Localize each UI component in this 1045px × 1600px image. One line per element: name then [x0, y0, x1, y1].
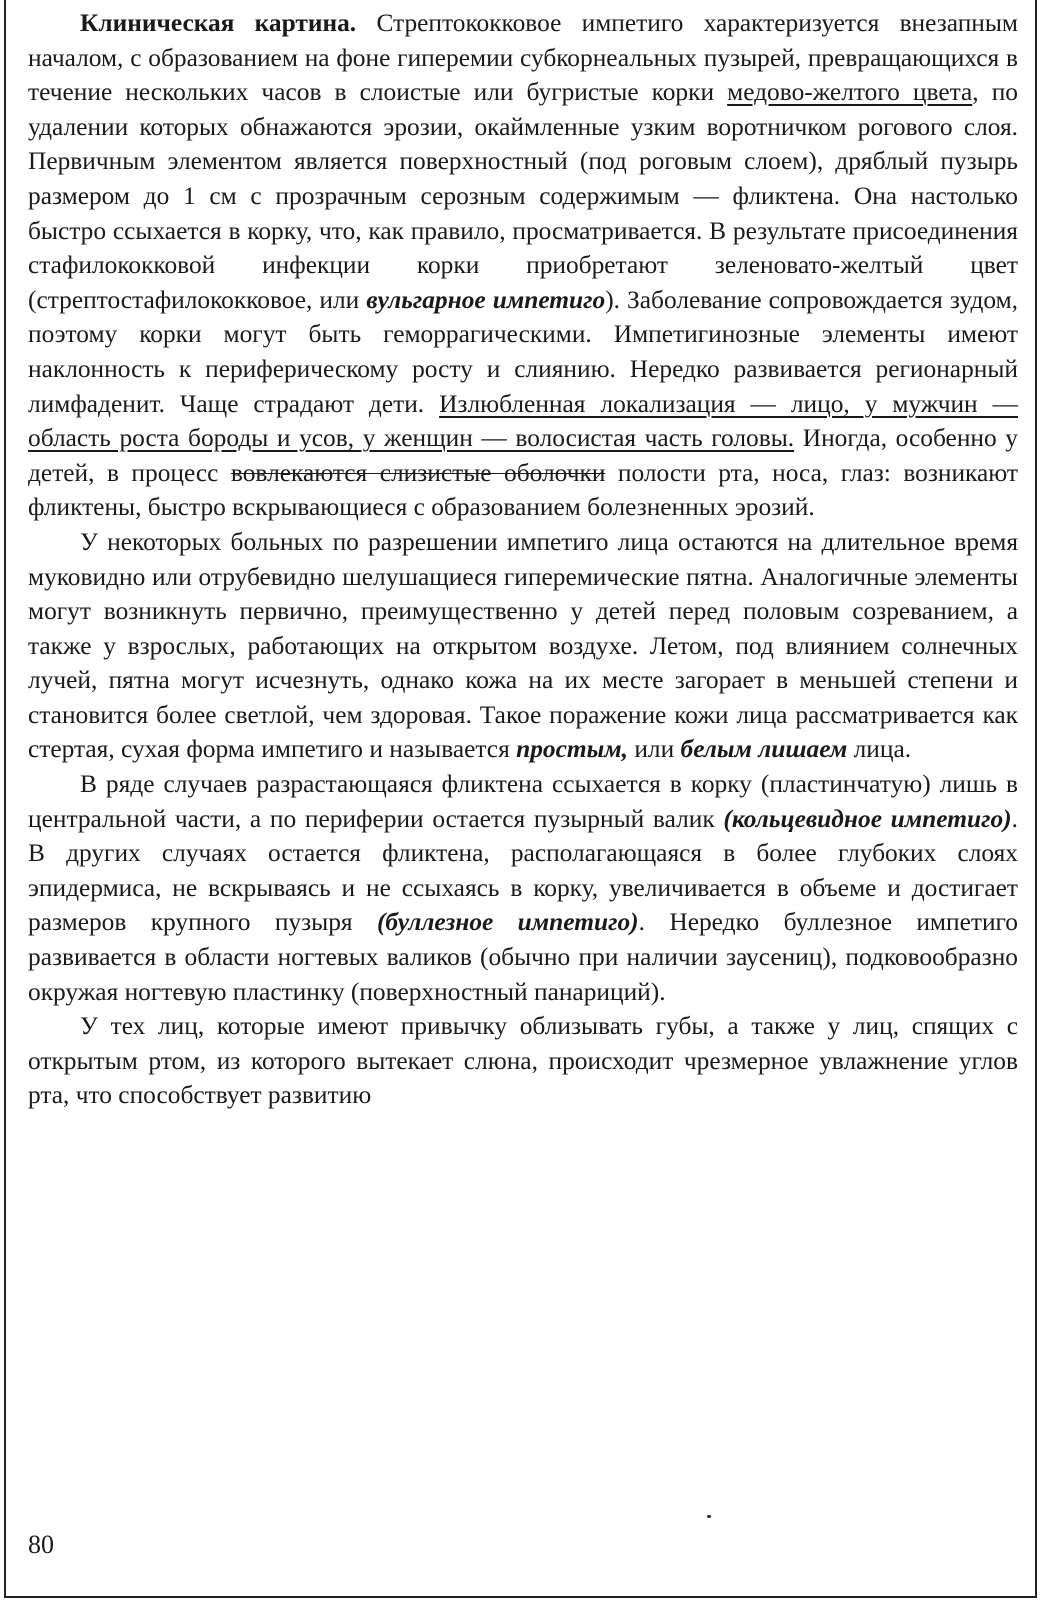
- text-segment: . В других случаях остается фликтена, располагающаяся в более глубоких слоях эпидермиса, не вскрываясь и не ссыхаясь в корку, увеличивается в объеме и достигает размеров крупного пузыря: [28, 804, 1018, 937]
- emphasized-term: белым лишаем: [680, 735, 848, 764]
- emphasized-term: (буллезное импетиго): [376, 908, 639, 937]
- paragraph-3: [28, 767, 1018, 1009]
- emphasized-term: (кольцевидное импетиго): [723, 804, 1012, 833]
- text-segment: полости рта, носа, глаз: возникают фликтены, быстро вскрывающиеся с образованием болезненных эрозий.: [28, 458, 1018, 522]
- body-text: [28, 6, 1018, 1113]
- scan-speck: [707, 1515, 711, 1518]
- text-segment: У тех лиц, которые имеют привычку облизывать губы, а также у лиц, спящих с открытым ртом, из которого вытекает слюна, происходит чрезмерное увлажнение углов рта, что способствует развитию: [28, 1012, 1018, 1110]
- page-number: 80: [28, 1530, 54, 1559]
- underlined-text: медово-желтого цвета: [727, 78, 973, 107]
- paragraph-4: [28, 1009, 1018, 1113]
- struck-text: вовлекаются слизистые оболочки: [230, 458, 606, 487]
- emphasized-term: вульгарное импетиго: [366, 285, 606, 314]
- text-segment: Иногда, особенно у детей, в процесс: [28, 424, 1018, 487]
- text-segment: ). Заболевание сопровождается зудом, поэтому корки могут быть геморрагическими. Импетигинозные элементы имеют наклонность к периферическому росту и слиянию. Нередко развивается регионарный лимфаденит. Чаще страдают дети.: [28, 285, 1018, 418]
- text-segment: , по удалении которых обнажаются эрозии, окаймленные узким воротничком рогового слоя. Первичным элементом является поверхностный (под роговым слоем), дряблый пузырь размером до 1 см с прозрачным серозным содержимым — фликтена. Она настолько быстро ссыхается в корку, что, как правило, просматривается. В результате присоединения стафилококковой инфекции корки приобретают зеленовато-желтый цвет (стрептостафилококковое, или: [28, 78, 1019, 314]
- text-segment: . Нередко буллезное импетиго развивается в области ногтевых валиков (обычно при наличии заусениц), подковообразно окружая ногтевую пластинку (поверхностный панариций).: [28, 908, 1019, 1006]
- text-segment: лица.: [847, 735, 912, 764]
- text-segment: У некоторых больных по разрешении импетиго лица остаются на длительное время муковидно или отрубевидно шелушащиеся гиперемические пятна. Аналогичные элементы могут возникнуть первично, преимущественно у детей перед половым созреванием, а также у взрослых, работающих на открытом воздухе. Летом, под влиянием солнечных лучей, пятна могут исчезнуть, однако кожа на их месте загорает в меньшей степени и становится более светлой, чем здоровая. Такое поражение кожи лица рассматривается как стертая, сухая форма импетиго и называется: [28, 527, 1018, 764]
- underlined-text: Излюбленная локализация — лицо, у мужчин — область роста бороды и усов, у женщин — волосистая часть головы.: [28, 389, 1018, 453]
- paragraph-1: [28, 6, 1018, 525]
- text-segment: Стрептококковое импетиго характеризуется внезапным началом, с образованием на фоне гиперемии субкорнеальных пузырей, превращающихся в течение нескольких часов в слоистые или бугристые корки: [28, 9, 1018, 107]
- text-segment: В ряде случаев разрастающаяся фликтена ссыхается в корку (пластинчатую) лишь в центральной части, а по периферии остается пузырный валик: [28, 770, 1018, 833]
- section-heading: Клиническая картина.: [80, 9, 357, 37]
- paragraph-2: [28, 525, 1018, 767]
- emphasized-term: простым,: [516, 735, 628, 764]
- text-segment: или: [628, 735, 681, 764]
